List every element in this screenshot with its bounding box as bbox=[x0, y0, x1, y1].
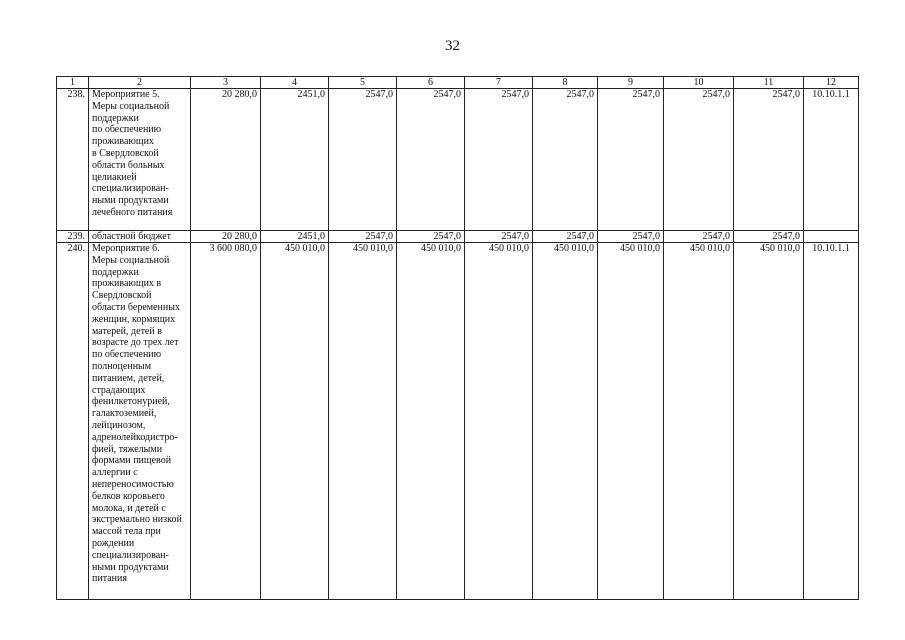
value-cell: 2547,0 bbox=[533, 89, 598, 231]
table-row bbox=[57, 243, 859, 600]
table-row bbox=[57, 231, 859, 243]
target-code bbox=[804, 231, 859, 243]
value-cell: 450 010,0 bbox=[533, 243, 598, 600]
value-cell: 450 010,0 bbox=[465, 243, 533, 600]
column-header: 9 bbox=[598, 77, 664, 89]
target-code: 10.10.1.1 bbox=[804, 89, 859, 231]
row-number: 238. bbox=[57, 89, 89, 231]
value-cell: 2451,0 bbox=[261, 231, 329, 243]
value-cell: 2547,0 bbox=[664, 89, 734, 231]
row-number: 240. bbox=[57, 243, 89, 600]
row-description: Мероприятие 6. Меры социальной поддержки проживающих в Свердловской области беременных женщин, кормящих матерей, детей в возрасте до трех лет по обеспечению полноценным питанием, детей, страдающих фенилкетонурией, галактоземией, лейцинозом, адренолейкодистро- фией, тяжелыми формами пищевой аллергии с непереносимостью белков коровьего молока, и детей с экстремально низкой массой тела при рождении специализирован- ными продуктами питания bbox=[89, 243, 191, 600]
column-header: 12 bbox=[804, 77, 859, 89]
column-header: 5 bbox=[329, 77, 397, 89]
value-cell: 2547,0 bbox=[598, 89, 664, 231]
column-header: 1 bbox=[57, 77, 89, 89]
column-header: 10 bbox=[664, 77, 734, 89]
value-cell: 450 010,0 bbox=[261, 243, 329, 600]
column-header: 2 bbox=[89, 77, 191, 89]
row-number: 239. bbox=[57, 231, 89, 243]
value-cell: 450 010,0 bbox=[329, 243, 397, 600]
value-cell: 20 280,0 bbox=[191, 89, 261, 231]
value-cell: 2547,0 bbox=[533, 231, 598, 243]
column-header: 8 bbox=[533, 77, 598, 89]
column-number-header-row bbox=[57, 77, 859, 89]
page-number: 32 bbox=[445, 38, 460, 54]
value-cell: 2547,0 bbox=[329, 89, 397, 231]
value-cell: 2451,0 bbox=[261, 89, 329, 231]
value-cell: 3 600 080,0 bbox=[191, 243, 261, 600]
budget-table bbox=[56, 76, 859, 600]
value-cell: 2547,0 bbox=[465, 231, 533, 243]
value-cell: 2547,0 bbox=[397, 89, 465, 231]
value-cell: 2547,0 bbox=[397, 231, 465, 243]
table-row bbox=[57, 89, 859, 231]
column-header: 6 bbox=[397, 77, 465, 89]
column-header: 11 bbox=[734, 77, 804, 89]
row-description: Мероприятие 5. Меры социальной поддержки по обеспечению проживающих в Свердловской области больных целиакией специализирован- ными продуктами лечебного питания bbox=[89, 89, 191, 231]
column-header: 3 bbox=[191, 77, 261, 89]
value-cell: 450 010,0 bbox=[397, 243, 465, 600]
value-cell: 2547,0 bbox=[329, 231, 397, 243]
target-code: 10.10.1.1 bbox=[804, 243, 859, 600]
value-cell: 20 280,0 bbox=[191, 231, 261, 243]
value-cell: 450 010,0 bbox=[664, 243, 734, 600]
column-header: 7 bbox=[465, 77, 533, 89]
column-header: 4 bbox=[261, 77, 329, 89]
value-cell: 450 010,0 bbox=[598, 243, 664, 600]
row-description: областной бюджет bbox=[89, 231, 191, 243]
value-cell: 2547,0 bbox=[734, 231, 804, 243]
value-cell: 2547,0 bbox=[465, 89, 533, 231]
value-cell: 2547,0 bbox=[734, 89, 804, 231]
value-cell: 2547,0 bbox=[664, 231, 734, 243]
value-cell: 450 010,0 bbox=[734, 243, 804, 600]
value-cell: 2547,0 bbox=[598, 231, 664, 243]
